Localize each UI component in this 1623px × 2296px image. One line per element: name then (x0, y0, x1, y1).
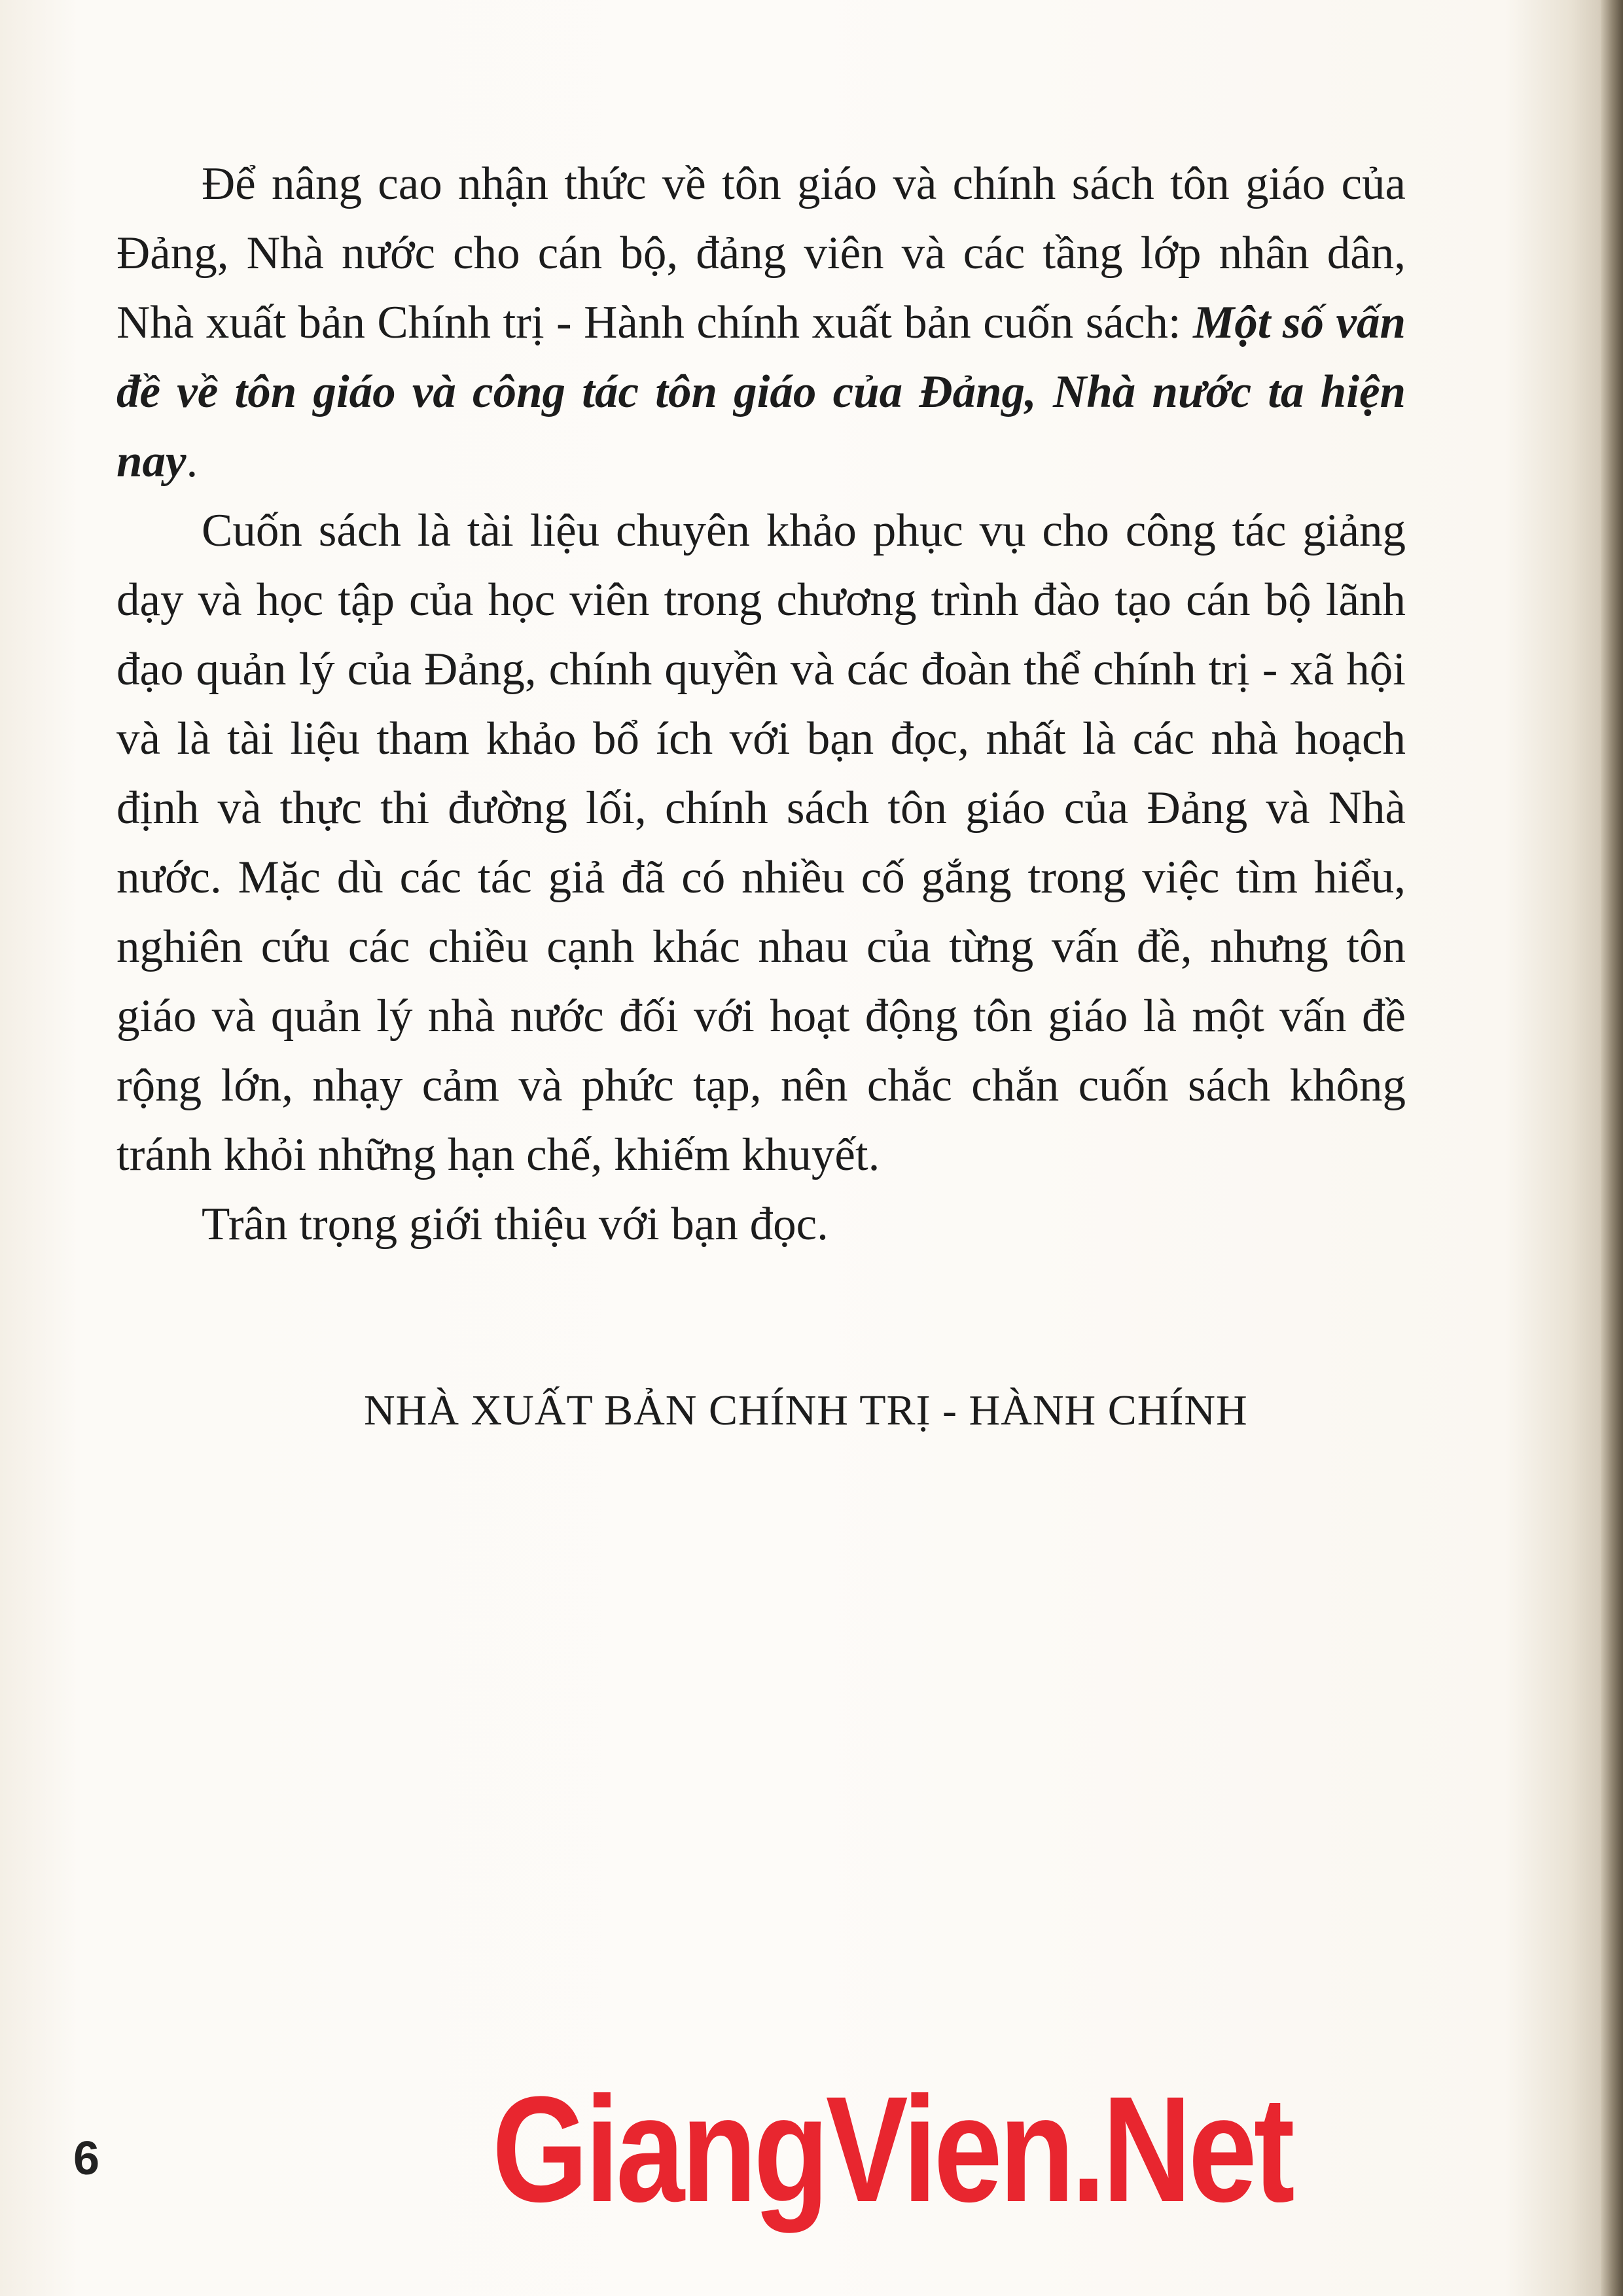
closing-line: Trân trọng giới thiệu với bạn đọc. (202, 1199, 829, 1250)
intro-text: Để nâng cao nhận thức về tôn giáo và chính sách tôn giáo của Đảng, Nhà nước cho cán bộ, đảng viên và các tầng lớp nhân dân, Nhà xuất bản Chính trị - Hành chính xuất bản cuốn sách: (116, 158, 1406, 348)
book-title: Một số vấn đề về tôn giáo và công tác tôn giáo của Đảng, Nhà nước ta hiện nay (116, 297, 1406, 487)
watermark-logo: GiangVien.Net (492, 2065, 1292, 2233)
publisher-signature: NHÀ XUẤT BẢN CHÍNH TRỊ - HÀNH CHÍNH (364, 1386, 1248, 1434)
book-binding-edge (1601, 0, 1623, 2296)
page-text (116, 149, 1406, 1259)
body-paragraph: Cuốn sách là tài liệu chuyên khảo phục vụ cho công tác giảng dạy và học tập của học viên trong chương trình đào tạo cán bộ lãnh đạo quản lý của Đảng, chính quyền và các đoàn thể chính trị - xã hội và là tài liệu tham khảo bổ ích với bạn đọc, nhất là các nhà hoạch định và thực thi đường lối, chính sách tôn giáo của Đảng và Nhà nước. Mặc dù các tác giả đã có nhiều cố gắng trong việc tìm hiểu, nghiên cứu các chiều cạnh khác nhau của từng vấn đề, nhưng tôn giáo và quản lý nhà nước đối với hoạt động tôn giáo là một vấn đề rộng lớn, nhạy cảm và phức tạp, nên chắc chắn cuốn sách không tránh khỏi những hạn chế, khiếm khuyết. (116, 505, 1406, 1180)
intro-end: . (186, 436, 198, 487)
intro-paragraph (116, 149, 1406, 496)
page-number: 6 (73, 2132, 100, 2185)
